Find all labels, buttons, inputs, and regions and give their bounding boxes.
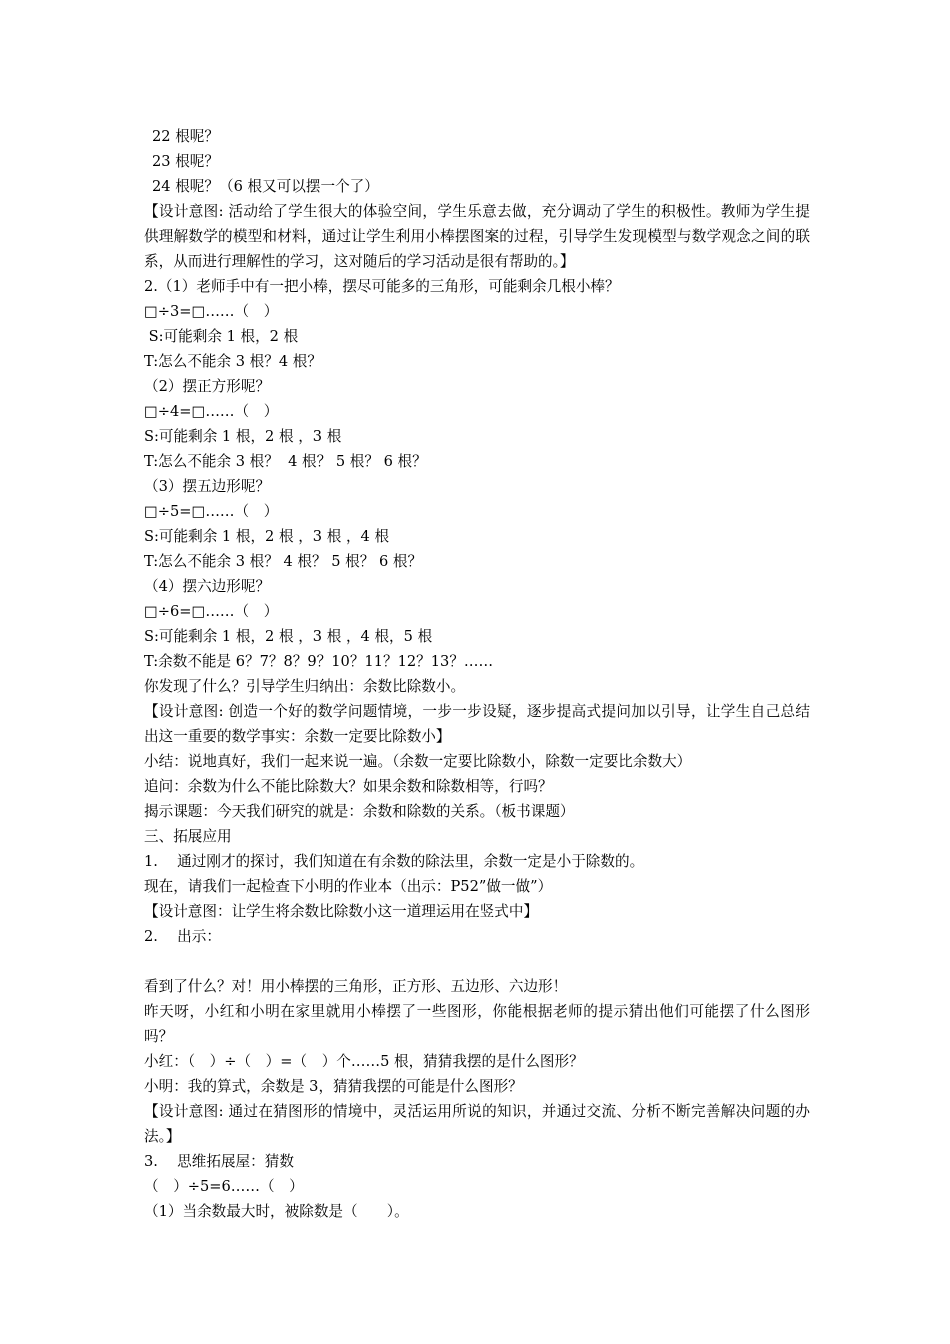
text-line: 小红：（ ）÷（ ）=（ ）个……5 根，猜猜我摆的是什么图形？ bbox=[144, 1053, 584, 1070]
document-body bbox=[144, 124, 810, 1224]
text-line: 22 根呢？ bbox=[152, 128, 219, 145]
text-line: 【设计意图：让学生将余数比除数小这一道理运用在竖式中】 bbox=[144, 903, 539, 920]
text-line: 小明：我的算式，余数是 3，猜猜我摆的可能是什么图形？ bbox=[144, 1078, 523, 1095]
text-line: 24 根呢？（6 根又可以摆一个了） bbox=[152, 178, 379, 195]
text-line: 2.（1）老师手中有一把小棒，摆尽可能多的三角形，可能剩余几根小棒？ bbox=[144, 278, 620, 295]
text-line: 揭示课题：今天我们研究的就是：余数和除数的关系。（板书课题） bbox=[144, 803, 575, 820]
text-line: （4）摆六边形呢？ bbox=[144, 578, 271, 595]
text-line: 3. 思维拓展屋：猜数 bbox=[144, 1153, 294, 1170]
text-line: 现在，请我们一起检查下小明的作业本（出示：P52”做一做”） bbox=[144, 878, 553, 895]
text-line: 追问：余数为什么不能比除数大？如果余数和除数相等，行吗？ bbox=[144, 778, 553, 795]
text-line: 23 根呢？ bbox=[152, 153, 219, 170]
text-line: 看到了什么？对！用小棒摆的三角形，正方形、五边形、六边形！ bbox=[144, 978, 568, 995]
text-line: （3）摆五边形呢？ bbox=[144, 478, 271, 495]
text-line: （1）当余数最大时，被除数是（ ）。 bbox=[144, 1203, 409, 1220]
blank-line bbox=[144, 949, 810, 974]
text-line: □÷5=□……（ ） bbox=[144, 503, 279, 520]
text-line: S:可能剩余 1 根，2 根 bbox=[144, 328, 299, 345]
text-line: T:怎么不能余 3 根？ 4 根？ 5 根？ 6 根？ bbox=[144, 453, 427, 470]
text-line: □÷4=□……（ ） bbox=[144, 403, 279, 420]
text-line: （ ）÷5=6……（ ） bbox=[144, 1178, 304, 1195]
paragraph: 【设计意图: 活动给了学生很大的体验空间，学生乐意去做，充分调动了学生的积极性。教师为学生提供理解数学的模型和材料，通过让学生利用小棒摆图案的过程，引导学生发现模型与数学观念之间的联系，从而进行理解性的学习，这对随后的学习活动是很有帮助的。】 bbox=[144, 203, 810, 270]
text-line: □÷3=□……（ ） bbox=[144, 303, 279, 320]
text-line: S:可能剩余 1 根，2 根 ，3 根 ，4 根 bbox=[144, 528, 390, 545]
paragraph: 【设计意图: 通过在猜图形的情境中，灵活运用所说的知识，并通过交流、分析不断完善解决问题的办法。】 bbox=[144, 1103, 810, 1145]
paragraph: 【设计意图: 创造一个好的数学问题情境，一步一步设疑，逐步提高式提问加以引导，让学生自己总结出这一重要的数学事实：余数一定要比除数小】 bbox=[144, 703, 810, 745]
text-line: S:可能剩余 1 根，2 根 ，3 根 ，4 根，5 根 bbox=[144, 628, 433, 645]
text-line: 小结：说地真好，我们一起来说一遍。（余数一定要比除数小，除数一定要比余数大） bbox=[144, 753, 692, 770]
text-line: 1. 通过刚才的探讨，我们知道在有余数的除法里，余数一定是小于除数的。 bbox=[144, 853, 645, 870]
text-line: □÷6=□……（ ） bbox=[144, 603, 279, 620]
text-line: T:怎么不能余 3 根？4 根？ bbox=[144, 353, 322, 370]
text-line: 你发现了什么？引导学生归纳出：余数比除数小。 bbox=[144, 678, 466, 695]
paragraph: 昨天呀，小红和小明在家里就用小棒摆了一些图形，你能根据老师的提示猜出他们可能摆了什么图形吗？ bbox=[144, 1003, 810, 1045]
text-line: T:怎么不能余 3 根？ 4 根？ 5 根？ 6 根？ bbox=[144, 553, 423, 570]
text-line: S:可能剩余 1 根，2 根 ，3 根 bbox=[144, 428, 342, 445]
text-line: T:余数不能是 6？7？8？9？10？11？12？13？…… bbox=[144, 653, 494, 670]
text-line: （2）摆正方形呢？ bbox=[144, 378, 271, 395]
text-line: 2. 出示： bbox=[144, 928, 221, 945]
text-line: 三、拓展应用 bbox=[144, 828, 232, 845]
